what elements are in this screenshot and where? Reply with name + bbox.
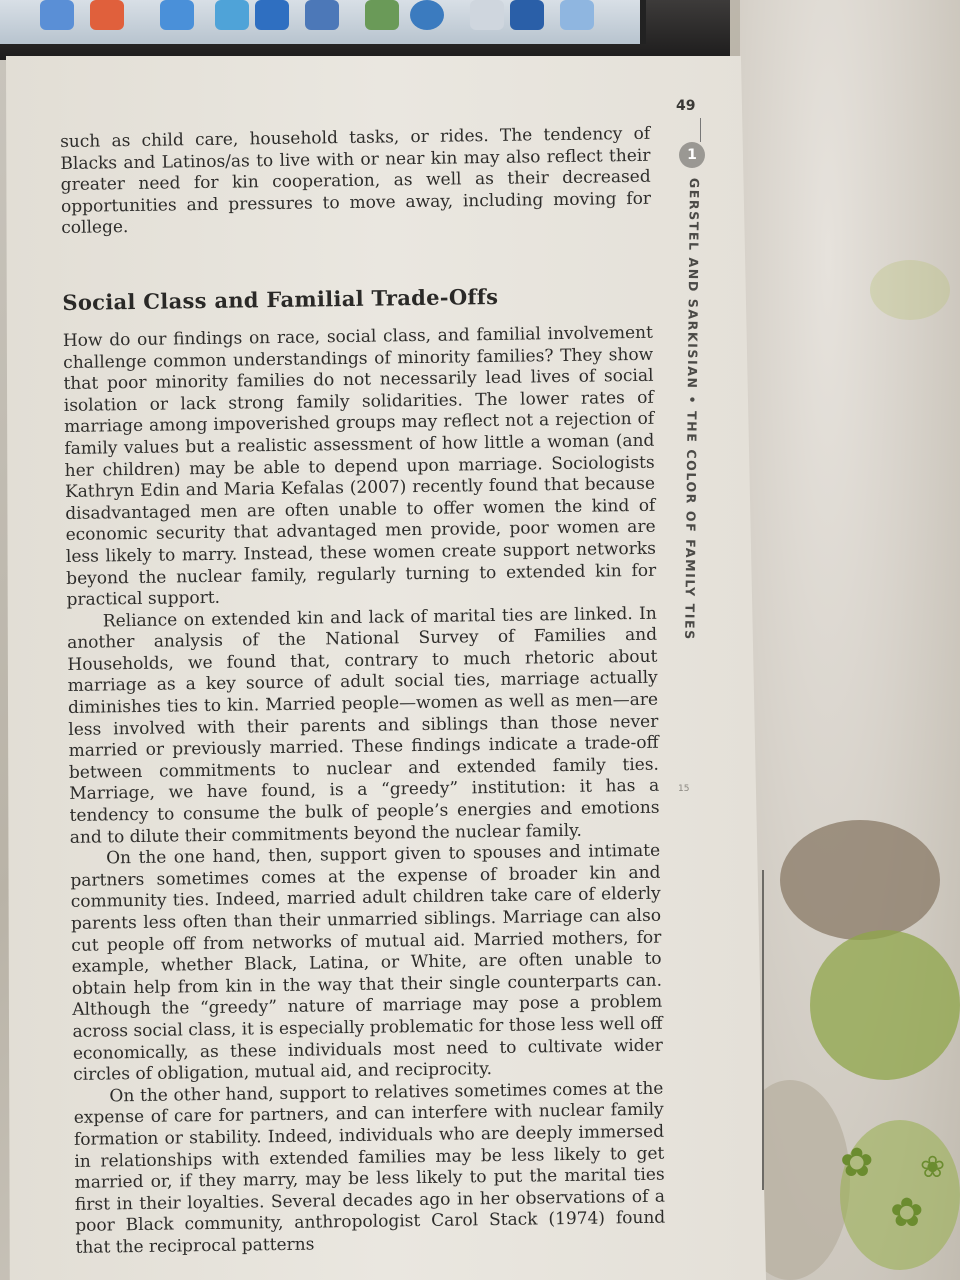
flower-icon: ❀ <box>920 1150 946 1185</box>
app-icon <box>255 0 289 30</box>
body-text <box>60 124 651 240</box>
body-text <box>63 323 666 1260</box>
app-icon <box>560 0 594 30</box>
page-body <box>60 124 666 1260</box>
app-icon <box>40 0 74 30</box>
app-icon <box>510 0 544 30</box>
paragraph: On the other hand, support to relatives sometimes comes at the expense of care for partners, and can interfere with nuclear family formation or stability. Indeed, individuals who are deeply immersed in relationships with extended families may be less likely to get married or, if they marry, may be less likely to put the marital ties first in their loyalties. Several decades ago in her observations of a poor Black community, anthropologist Carol Stack (1974) found that the reciprocal patterns <box>73 1078 666 1258</box>
app-icon <box>410 0 444 30</box>
laptop-screen <box>0 0 646 44</box>
app-icon <box>160 0 194 30</box>
paragraph: such as child care, household tasks, or rides. The tendency of Blacks and Latinos/as to live with or near kin may also reflect their greater need for kin cooperation, as well as their decreased opportunities and pressures to move away, including moving for college. <box>60 123 652 239</box>
app-icon <box>215 0 249 30</box>
app-icon <box>365 0 399 30</box>
app-icon <box>90 0 124 30</box>
fabric-pattern-blob <box>780 820 940 940</box>
bedsheet-background <box>740 0 960 1280</box>
chapter-badge: 1 <box>679 142 705 168</box>
page-number: 49 <box>676 98 696 114</box>
running-head: GERSTEL AND SARKISIAN • THE COLOR OF FAMILY TIES <box>682 177 702 641</box>
app-icon <box>305 0 339 30</box>
flower-icon: ✿ <box>840 1140 874 1186</box>
paragraph: On the one hand, then, support given to spouses and intimate partners sometimes comes at the expense of broader kin and community ties. Indeed, married adult children take care of elderly parents less often than their unmarried siblings. Marriage can also cut people off from networks of mutual aid. Married mothers, for example, whether Black, Latina, or White, are often unable to obtain help from kin in the way that their single counterparts can. Although the “greedy” nature of marriage may pose a problem across social class, it is especially problematic for those less well off economically, as these individuals most need to cultivate wider circles of obligation, mutual aid, and reciprocity. <box>70 840 663 1086</box>
fabric-pattern-blob <box>870 260 950 320</box>
flower-icon: ✿ <box>890 1190 924 1236</box>
laptop-edge <box>0 0 730 60</box>
margin-line-number: 15 <box>678 784 690 794</box>
page-edge <box>762 870 764 1190</box>
page-number-rule <box>700 118 701 142</box>
app-icon <box>470 0 504 30</box>
paragraph: Reliance on extended kin and lack of marital ties are linked. In another analysis of the National Survey of Families and Households, we found that, contrary to much rhetoric about marriage as a key source of adult social ties, marriage actually diminishes ties to kin. Married people—women as well as men—are less involved with their parents and siblings than those never married or previously married. These findings indicate a trade-off between commitments to nuclear and extended family ties. Marriage, we have found, is a “greedy” institution: it has a tendency to consume the bulk of people’s energies and emotions and to dilute their commitments beyond the nuclear family. <box>66 603 660 848</box>
section-heading: Social Class and Familial Trade-Offs <box>62 283 499 315</box>
fabric-pattern-blob <box>810 930 960 1080</box>
paragraph: How do our findings on race, social class, and familial involvement challenge common understandings of minority families? They show that poor minority families do not necessarily lead lives of social isolation or lack strong family solidarities. The lower rates of marriage among impoverished groups may reflect not a rejection of family values but a realistic assessment of how little a woman (and her children) may be able to depend upon marriage. Sociologists Kathryn Edin and Maria Kefalas (2007) recently found that because disadvantaged men are often unable to offer women the kind of economic security that advantaged men provide, poor women are less likely to marry. Instead, these women create support networks beyond the nuclear family, regularly turning to extended kin for practical support. <box>62 322 657 611</box>
